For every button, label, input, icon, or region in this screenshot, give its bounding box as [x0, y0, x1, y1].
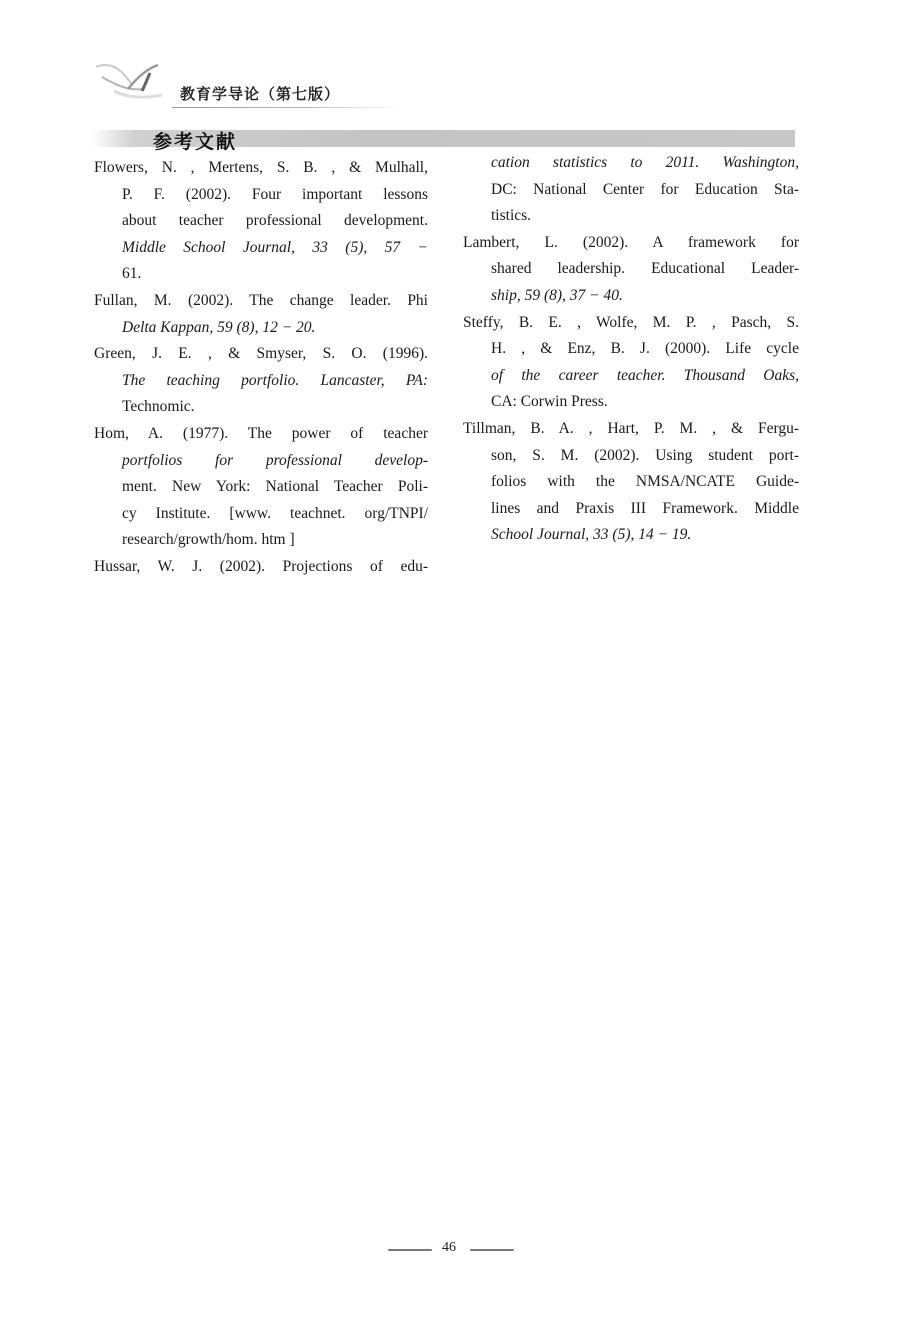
- ref-line: Steffy, B. E. , Wolfe, M. P. , Pasch, S.: [463, 313, 799, 331]
- references-right-column: [463, 150, 799, 549]
- ref-line: research/growth/hom. htm ]: [122, 531, 295, 549]
- ref-line-italic: [94, 315, 428, 342]
- reference-tillman: [463, 416, 799, 549]
- ref-line: Flowers, N. , Mertens, S. B. , & Mulhall,: [94, 159, 428, 176]
- reference-green: [94, 341, 428, 421]
- ref-line-italic: [94, 235, 428, 262]
- ref-line: Green, J. E. , & Smyser, S. O. (1996).: [94, 345, 428, 363]
- ref-line: son, S. M. (2002). Using student port-: [491, 446, 799, 464]
- book-title-italic: portfolios for professional develop-: [122, 451, 428, 469]
- reference-hussar-continued: [463, 150, 799, 230]
- reference-lambert: [463, 230, 799, 310]
- ref-line: shared leadership. Educational Leader-: [491, 260, 799, 278]
- ref-line: tistics.: [491, 207, 532, 225]
- book-title: 教育学导论（第七版）: [180, 85, 341, 103]
- footer-ornament-right: [470, 1249, 514, 1251]
- journal-title: Middle School Journal, 33 (5), 57 −: [122, 238, 428, 256]
- bird-brush-icon: [92, 55, 172, 105]
- ref-line: CA: Corwin Press.: [491, 393, 608, 411]
- ref-line: ment. New York: National Teacher Poli-: [122, 478, 428, 496]
- ref-line-italic: [463, 150, 799, 177]
- reference-steffy: [463, 310, 799, 416]
- report-title: cation statistics to 2011. Washington,: [491, 154, 799, 171]
- book-title-italic: The teaching portfolio. Lancaster, PA:: [122, 371, 428, 389]
- reference-flowers: [94, 155, 428, 288]
- page-number: 46: [442, 1240, 456, 1255]
- journal-title: School Journal, 33 (5), 14 − 19.: [491, 526, 692, 544]
- footer-ornament-left: [388, 1249, 432, 1251]
- reference-hussar: [94, 554, 428, 581]
- header-rule: [172, 107, 402, 108]
- ref-line: P. F. (2002). Four important lessons: [122, 185, 428, 203]
- book-title-italic: of the career teacher. Thousand Oaks,: [491, 366, 799, 384]
- running-header: [92, 55, 392, 115]
- ref-line-italic: [94, 448, 428, 475]
- references-left-column: [94, 155, 428, 581]
- ref-line: Fullan, M. (2002). The change leader. Phi: [94, 291, 428, 309]
- ref-line: DC: National Center for Education Sta-: [491, 180, 799, 198]
- ref-line: 61.: [122, 265, 142, 283]
- ref-line: folios with the NMSA/NCATE Guide-: [491, 473, 799, 491]
- journal-title: Delta Kappan, 59 (8), 12 − 20.: [122, 318, 316, 336]
- reference-fullan: [94, 288, 428, 341]
- ref-line-italic: [463, 363, 799, 390]
- journal-title: ship, 59 (8), 37 − 40.: [491, 286, 623, 304]
- ref-line: Hom, A. (1977). The power of teacher: [94, 424, 428, 442]
- section-title: 参考文献: [153, 131, 238, 153]
- ref-line: about teacher professional development.: [122, 212, 428, 230]
- ref-line: Lambert, L. (2002). A framework for: [463, 233, 799, 251]
- ref-line: lines and Praxis III Framework. Middle: [491, 499, 799, 517]
- ref-line-italic: [463, 522, 799, 549]
- ref-line: cy Institute. [www. teachnet. org/TNPI/: [122, 504, 428, 522]
- ref-line: Tillman, B. A. , Hart, P. M. , & Fergu-: [463, 419, 799, 437]
- ref-line: H. , & Enz, B. J. (2000). Life cycle: [491, 340, 799, 358]
- page-footer: [380, 1238, 520, 1260]
- ref-line-italic: [463, 283, 799, 310]
- ref-line: Technomic.: [122, 398, 195, 416]
- ref-line-italic: [94, 368, 428, 395]
- ref-line: Hussar, W. J. (2002). Projections of edu-: [94, 557, 428, 575]
- reference-hom: [94, 421, 428, 554]
